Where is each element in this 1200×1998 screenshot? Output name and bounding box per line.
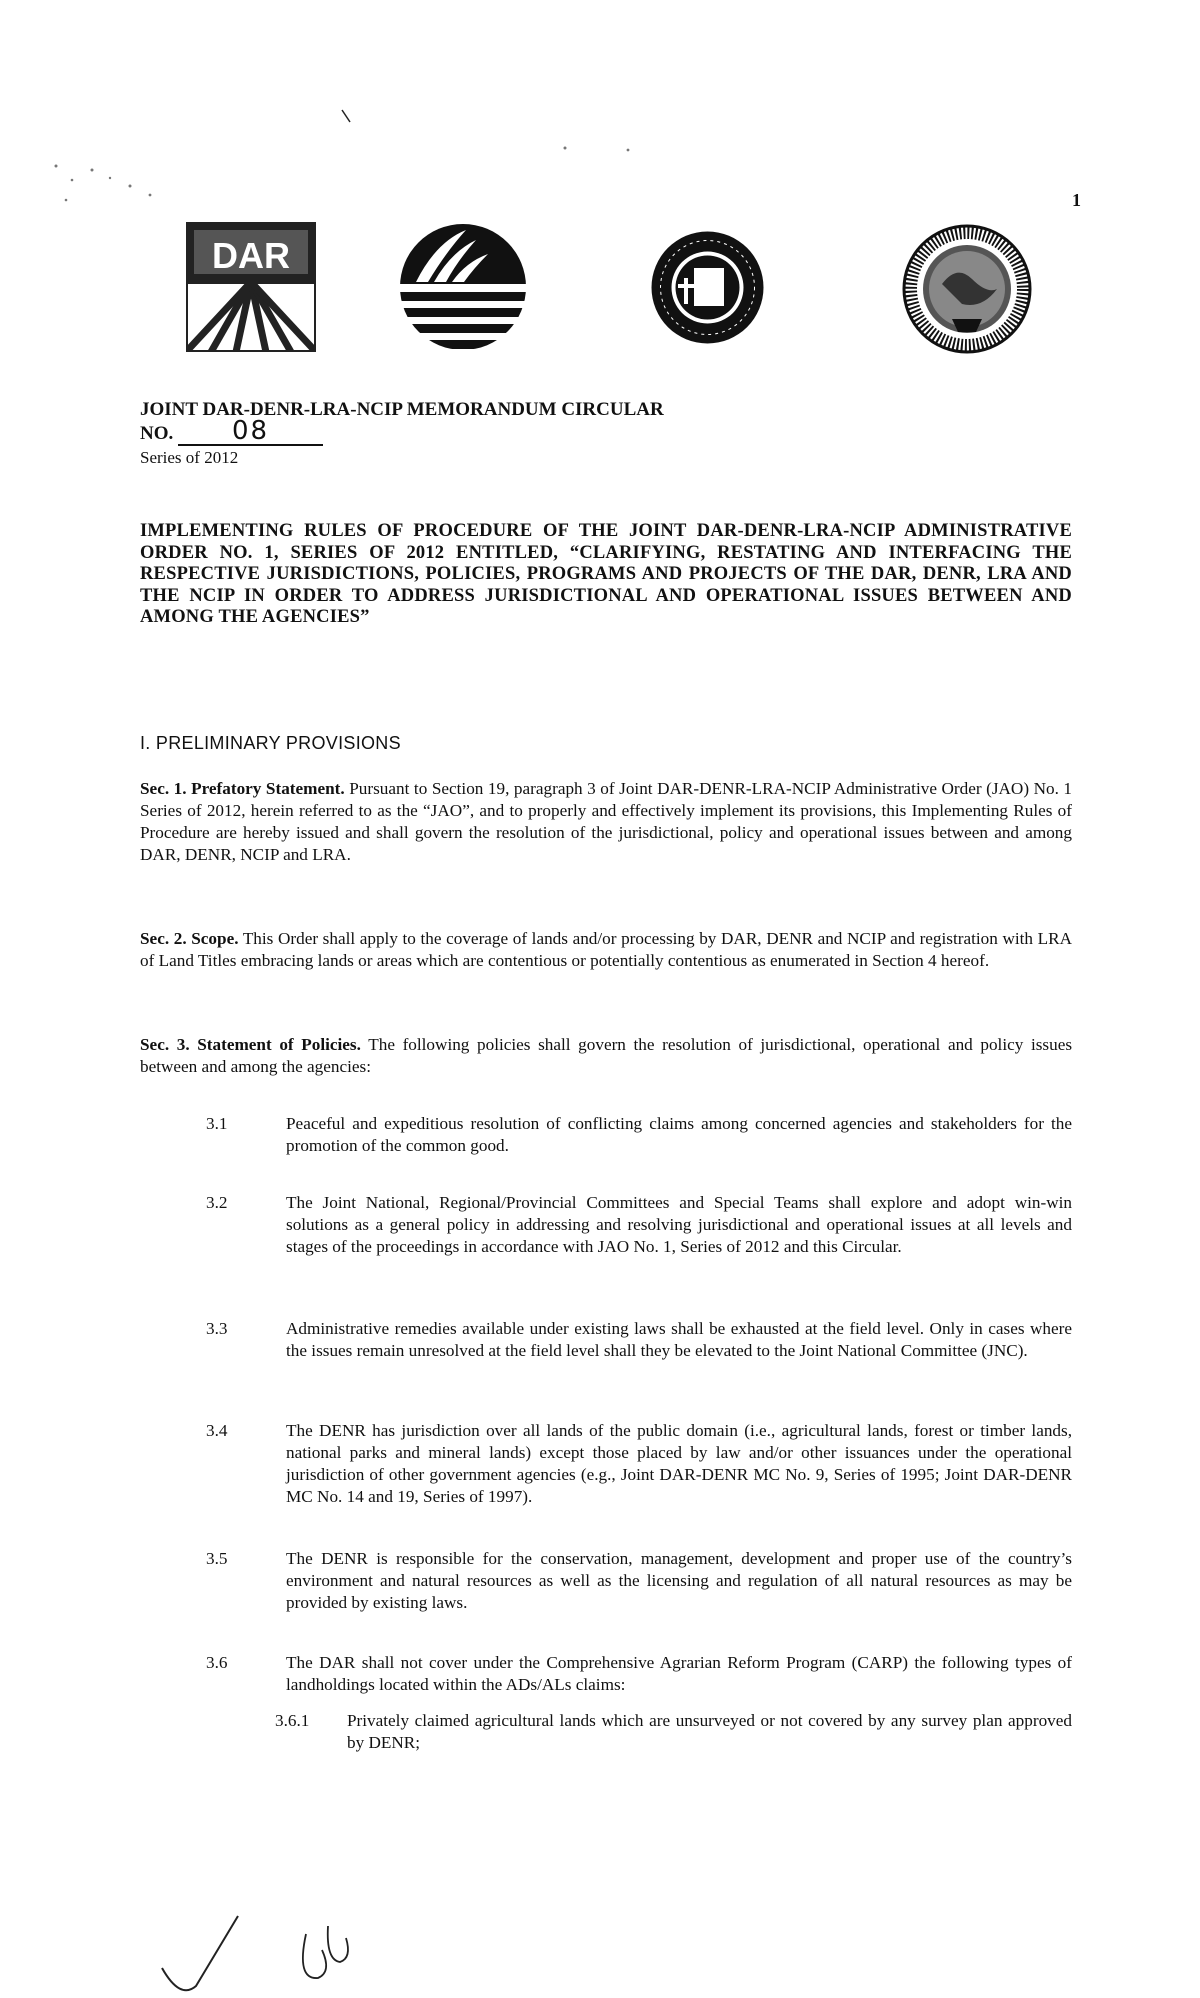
policy-text: The DAR shall not cover under the Comprehensive Agrarian Reform Program (CARP) the following types of landholdings located within the ADs/ALs claims:: [286, 1653, 1072, 1694]
section-2: [140, 928, 1072, 972]
handwritten-initials: [303, 1926, 348, 1978]
policy-text: The DENR is responsible for the conservation, management, development and proper use of the country’s environment and natural resources as well as the licensing and regulation of all natural resources as may be provided by existing laws.: [286, 1549, 1072, 1612]
ncip-seal: [902, 224, 1032, 354]
denr-logo: [396, 222, 531, 352]
circular-heading: JOINT DAR-DENR-LRA-NCIP MEMORANDUM CIRCULAR: [140, 399, 664, 420]
section-heading: I. PRELIMINARY PROVISIONS: [140, 733, 401, 753]
policy-number: 3.5: [206, 1549, 228, 1568]
section-3: [140, 1034, 1072, 1078]
lra-seal: [650, 230, 765, 345]
policy-number: 3.2: [206, 1193, 228, 1212]
pen-stroke: [342, 110, 350, 122]
circular-number: [140, 416, 664, 446]
section-3-text: The following policies shall govern the resolution of jurisdictional, operational and policy issues between and among the agencies:: [140, 1035, 1073, 1076]
sub-policy-number: 3.6.1: [275, 1711, 310, 1730]
circular-header: [140, 398, 664, 469]
section-2-text: This Order shall apply to the coverage of lands and/or processing by DAR, DENR and NCIP and registration with LRA of Land Titles embracing lands or areas which are contentious or potentially contentious as enumerated in Section 4 hereof.: [140, 929, 1072, 970]
dar-logo: [186, 222, 316, 352]
page-number: 1: [1072, 190, 1081, 210]
policy-text: Peaceful and expeditious resolution of conflicting claims among concerned agencies and stakeholders for the promotion of the common good.: [286, 1114, 1072, 1155]
section-1: [140, 778, 1072, 866]
circular-no-value: 08: [231, 416, 270, 446]
section-1-heading: Prefatory Statement.: [191, 779, 345, 798]
dar-logo-text: DAR: [212, 235, 290, 276]
policy-number: 3.3: [206, 1319, 228, 1338]
document-title: IMPLEMENTING RULES OF PROCEDURE OF THE JOINT DAR-DENR-LRA-NCIP ADMINISTRATIVE ORDER NO. 1, SERIES OF 2012 ENTITLED, “CLARIFYING, RESTATING AND INTERFACING THE RESPECTIVE JURISDICTIONS, POLICIES, PROGRAMS AND PROJECTS OF THE DAR, DENR, LRA AND THE NCIP IN ORDER TO ADDRESS JURISDICTIONAL AND OPERATIONAL ISSUES BETWEEN AND AMONG THE AGENCIES”: [140, 521, 1072, 627]
policy-number: 3.6: [206, 1653, 228, 1672]
policy-text: The DENR has jurisdiction over all lands of the public domain (i.e., agricultural lands, forest or timber lands, national parks and mineral lands) except those placed by law and/or other issuances under the operational jurisdiction of other government agencies (e.g., Joint DAR-DENR MC No. 9, Series of 1995; Joint DAR-DENR MC No. 14 and 19, Series of 1997).: [286, 1421, 1072, 1506]
section-1-text: Pursuant to Section 19, paragraph 3 of Joint DAR-DENR-LRA-NCIP Administrative Order (JAO) No. 1 Series of 2012, herein referred to as the “JAO”, and to properly and effectively implement its provisions, this Implementing Rules of Procedure are hereby issued and shall govern the resolution of the jurisdictional, policy and operational issues between and among DAR, DENR, NCIP and LRA.: [140, 779, 1073, 864]
section-2-heading: Scope.: [191, 929, 239, 948]
section-3-heading: Statement of Policies.: [197, 1035, 361, 1054]
policy-text: Administrative remedies available under existing laws shall be exhausted at the field level. Only in cases where the issues remain unresolved at the field level shall they be elevated to the Joint National Committee (JNC).: [286, 1319, 1072, 1360]
circular-no-label: NO.: [140, 423, 174, 444]
circular-series: Series of 2012: [140, 448, 239, 467]
policy-number: 3.4: [206, 1421, 228, 1440]
check-mark: [162, 1916, 238, 1990]
section-2-label: Sec. 2.: [140, 929, 187, 948]
section-1-label: Sec. 1.: [140, 779, 187, 798]
policy-text: The Joint National, Regional/Provincial Committees and Special Teams shall explore and adopt win-win solutions as a general policy in addressing and resolving jurisdictional and operational issues at all levels and stages of the proceedings in accordance with JAO No. 1, Series of 2012 and this Circular.: [286, 1193, 1072, 1256]
policy-number: 3.1: [206, 1114, 228, 1133]
sub-policy-text: Privately claimed agricultural lands which are unsurveyed or not covered by any survey plan approved by DENR;: [347, 1711, 1072, 1752]
scan-specks: [55, 147, 630, 202]
section-3-label: Sec. 3.: [140, 1035, 190, 1054]
